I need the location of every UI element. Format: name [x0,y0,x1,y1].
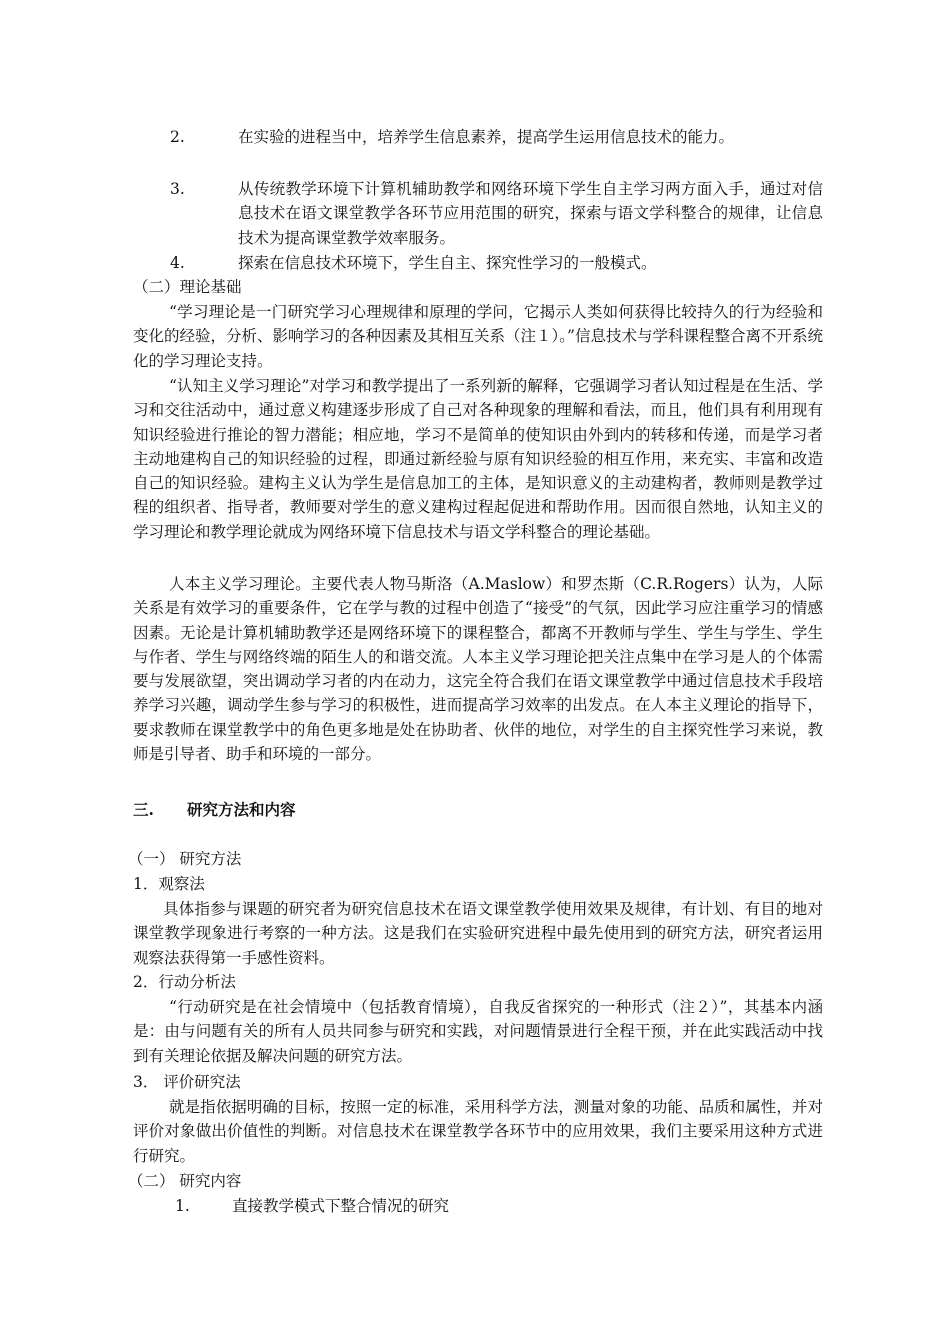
objective-text: 在实验的进程当中，培养学生信息素养，提高学生运用信息技术的能力。 [238,128,735,146]
method-3-text: 就是指依据明确的目标，按照一定的标准，采用科学方法，测量对象的功能、品质和属性，并对评价对象做出价值性的判断。对信息技术在课堂教学各环节中的应用效果，我们主要采用这种方式进行研究。 [133,1098,823,1165]
method-1-text: 具体指参与课题的研究者为研究信息技术在语文课堂教学使用效果及规律，有计划、有目的地对课堂教学现象进行考察的一种方法。这是我们在实验研究进程中最先使用到的研究方法，研究者运用观察法获得第一手感性资料。 [133,900,823,967]
objective-text: 从传统教学环境下计算机辅助教学和网络环境下学生自主学习两方面入手，通过对信息技术在语文课堂教学各环节应用范围的研究，探索与语文学科整合的规律，让信息技术为提高课堂教学效率服务。 [238,180,823,247]
method-1-heading: 1．观察法 [133,875,205,893]
content-item-number: 1. [175,1197,190,1215]
section-number: 三. [133,800,154,819]
theory-paragraph-1: “学习理论是一门研究学习心理规律和原理的学问，它揭示人类如何获得比较持久的行为经验和变化的经验，分析、影响学习的各种因素及其相互关系（注１）。”信息技术与学科课程整合离不开系统化的学习理论支持。 [133,303,823,370]
method-3-heading: 3． 评价研究法 [133,1073,241,1091]
method-2-text: “行动研究是在社会情境中（包括教育情境），自我反省探究的一种形式（注２）”，其基本内涵是：由与问题有关的所有人员共同参与研究和实践，对问题情景进行全程干预，并在此实践活动中找到有关理论依据及解决问题的研究方法。 [133,998,823,1065]
objective-text: 探索在信息技术环境下，学生自主、探究性学习的一般模式。 [238,254,657,272]
objective-number: 3. [170,180,185,198]
content-heading: （二） 研究内容 [128,1172,242,1190]
method-2-heading: 2．行动分析法 [133,973,236,991]
methods-heading: （一） 研究方法 [128,850,242,868]
theory-heading: （二）理论基础 [133,278,242,296]
theory-paragraph-2: “认知主义学习理论”对学习和教学提出了一系列新的解释，它强调学习者认知过程是在生活、学习和交往活动中，通过意义构建逐步形成了自己对各种现象的理解和看法，而且，他们具有利用现有知识经验进行推论的智力潜能；相应地，学习不是简单的使知识由外到内的转移和传递，而是学习者主动地建构自己的知识经验的过程，即通过新经验与原有知识经验的相互作用，来充实、丰富和改造自己的知识经验。建构主义认为学生是信息加工的主体，是知识意义的主动建构者，教师则是教学过程的组织者、指导者，教师要对学生的意义建构过程起促进和帮助作用。因而很自然地，认知主义的学习理论和教学理论就成为网络环境下信息技术与语文学科整合的理论基础。 [133,377,823,541]
theory-paragraph-3: 人本主义学习理论。主要代表人物马斯洛（A.Maslow）和罗杰斯（C.R.Rogers）认为，人际关系是有效学习的重要条件，它在学与教的过程中创造了“接受”的气氛，因此学习应注重学习的情感因素。无论是计算机辅助教学还是网络环境下的课程整合，都离不开教师与学生、学生与学生、学生与作者、学生与网络终端的陌生人的和谐交流。人本主义学习理论把关注点集中在学习是人的个体需要与发展欲望，突出调动学习者的内在动力，这完全符合我们在语文课堂教学中通过信息技术手段培养学习兴趣，调动学生参与学习的积极性，进而提高学习效率的出发点。在人本主义理论的指导下，要求教师在课堂教学中的角色更多地是处在协助者、伙伴的地位，对学生的自主探究性学习来说，教师是引导者、助手和环境的一部分。 [133,575,823,764]
content-item-text: 直接教学模式下整合情况的研究 [232,1197,450,1215]
objective-number: 4. [170,254,185,272]
objective-number: 2. [170,128,185,146]
section-title: 研究方法和内容 [187,800,296,819]
